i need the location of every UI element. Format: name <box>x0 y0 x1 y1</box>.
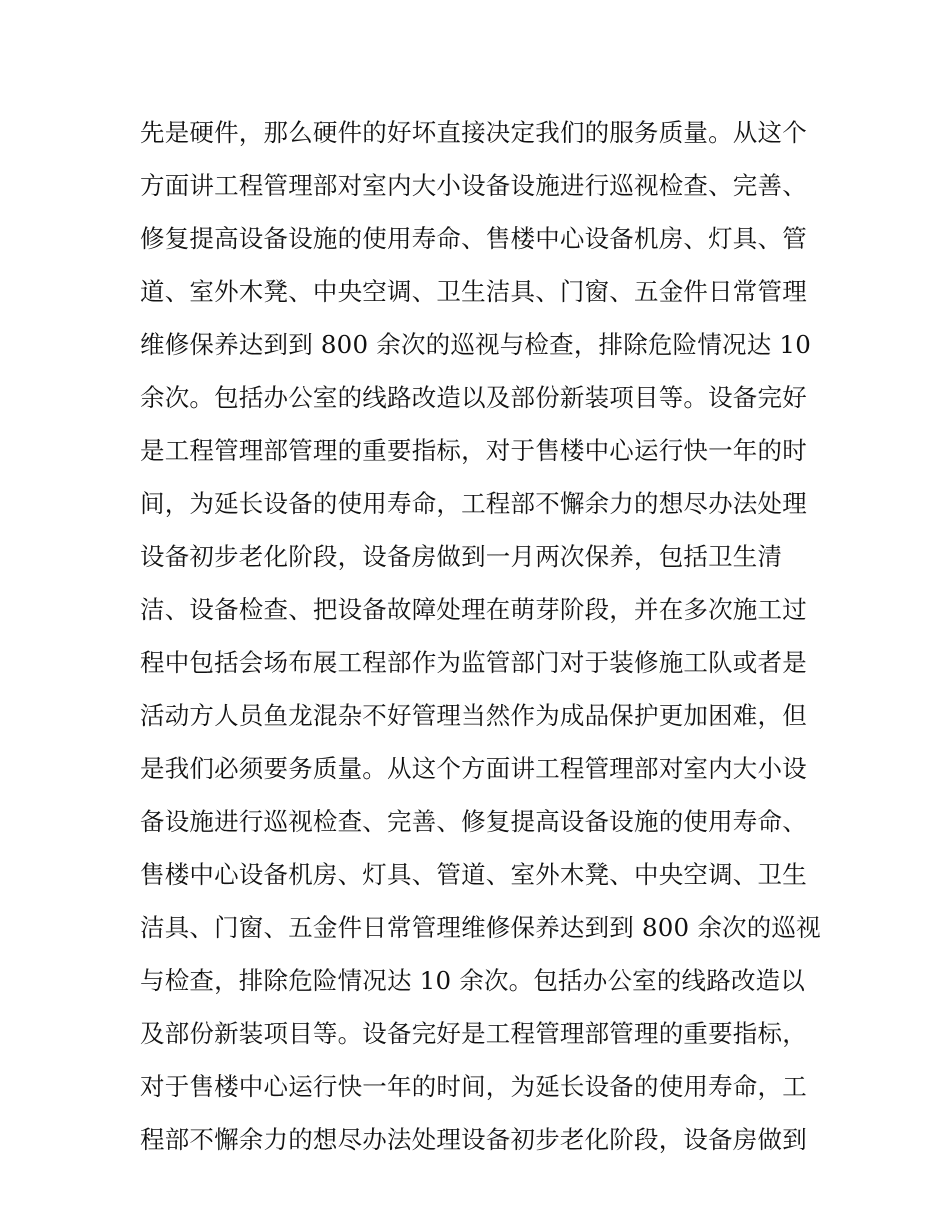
body-paragraph <box>140 106 820 1166</box>
text-line: 与检查，排除危险情况达 10 余次。包括办公室的线路改造以 <box>140 966 806 995</box>
text-line: 余次。包括办公室的线路改造以及部份新装项目等。设备完好 <box>140 383 807 412</box>
text-line: 程部不懈余力的想尽办法处理设备初步老化阶段，设备房做到 <box>140 1125 807 1154</box>
text-line: 售楼中心设备机房、灯具、管道、室外木凳、中央空调、卫生 <box>140 860 807 889</box>
text-line: 对于售楼中心运行快一年的时间，为延长设备的使用寿命，工 <box>140 1072 807 1101</box>
text-line: 洁具、门窗、五金件日常管理维修保养达到到 800 余次的巡视 <box>140 913 821 942</box>
text-line: 设备初步老化阶段，设备房做到一月两次保养，包括卫生清 <box>140 542 783 571</box>
text-line: 是我们必须要务质量。从这个方面讲工程管理部对室内大小设 <box>140 754 807 783</box>
text-line: 方面讲工程管理部对室内大小设备设施进行巡视检查、完善、 <box>140 171 807 200</box>
text-line: 活动方人员鱼龙混杂不好管理当然作为成品保护更加困难，但 <box>140 701 807 730</box>
text-line: 洁、设备检查、把设备故障处理在萌芽阶段，并在多次施工过 <box>140 595 807 624</box>
text-line: 是工程管理部管理的重要指标，对于售楼中心运行快一年的时 <box>140 436 807 465</box>
text-line: 先是硬件，那么硬件的好坏直接决定我们的服务质量。从这个 <box>140 118 807 147</box>
text-line: 修复提高设备设施的使用寿命、售楼中心设备机房、灯具、管 <box>140 224 807 253</box>
text-line: 间，为延长设备的使用寿命，工程部不懈余力的想尽办法处理 <box>140 489 807 518</box>
text-line: 程中包括会场布展工程部作为监管部门对于装修施工队或者是 <box>140 648 807 677</box>
text-line: 维修保养达到到 800 余次的巡视与检查，排除危险情况达 10 <box>140 330 811 359</box>
text-line: 及部份新装项目等。设备完好是工程管理部管理的重要指标， <box>140 1019 807 1048</box>
text-line: 道、室外木凳、中央空调、卫生洁具、门窗、五金件日常管理 <box>140 277 807 306</box>
text-line: 备设施进行巡视检查、完善、修复提高设备设施的使用寿命、 <box>140 807 807 836</box>
